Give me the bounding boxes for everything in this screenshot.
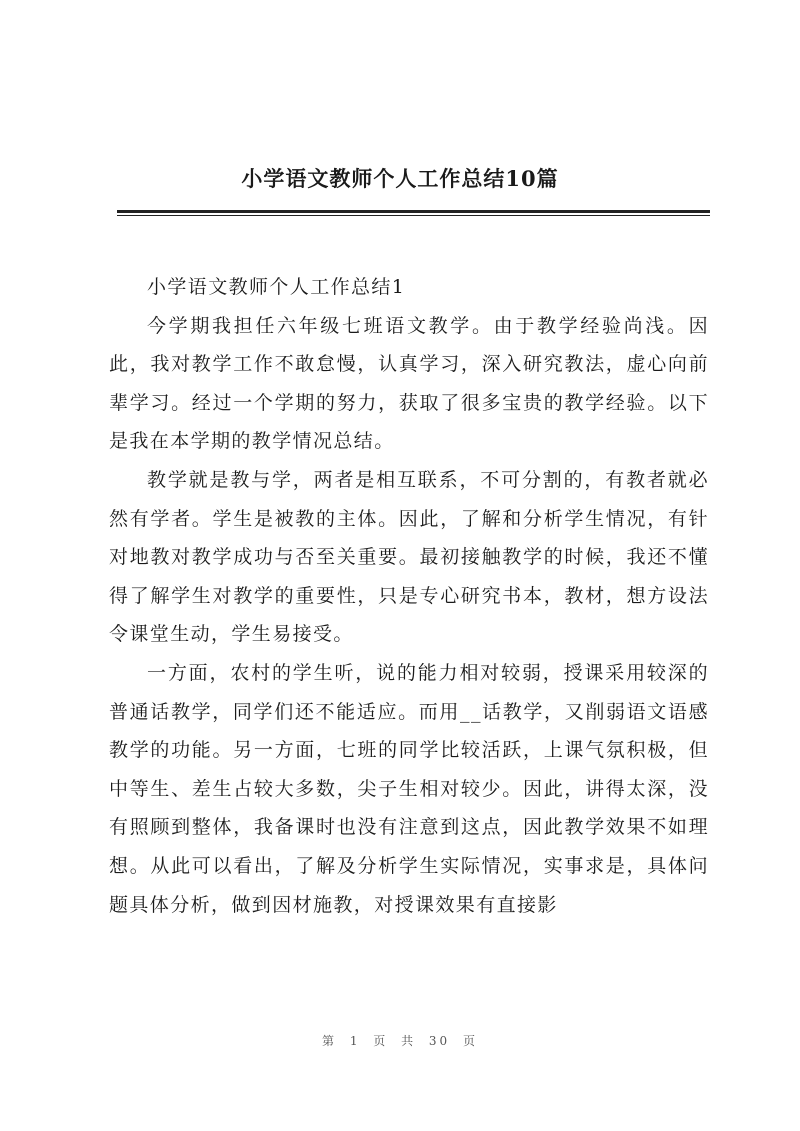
document-body	[109, 268, 709, 924]
document-title: 小学语文教师个人工作总结10篇	[241, 166, 559, 191]
title-divider-thick	[117, 210, 710, 213]
paragraph: 一方面，农村的学生听，说的能力相对较弱，授课采用较深的普通话教学，同学们还不能适应。而用__话教学，又削弱语文语感教学的功能。另一方面，七班的同学比较活跃，上课气氛积极，但中等生、差生占较大多数，尖子生相对较少。因此，讲得太深，没有照顾到整体，我备课时也没有注意到这点，因此教学效果不如理想。从此可以看出，了解及分析学生实际情况，实事求是，具体问题具体分析，做到因材施教，对授课效果有直接影	[109, 661, 709, 916]
paragraph: 教学就是教与学，两者是相互联系，不可分割的，有教者就必然有学者。学生是被教的主体。因此，了解和分析学生情况，有针对地教对教学成功与否至关重要。最初接触教学的时候，我还不懂得了解学生对教学的重要性，只是专心研究书本，教材，想方设法令课堂生动，学生易接受。	[109, 468, 709, 646]
title-divider-thin	[117, 215, 710, 216]
page-number: 第 1 页 共 30 页	[322, 1034, 478, 1048]
section-heading: 小学语文教师个人工作总结1	[147, 276, 406, 298]
paragraph: 今学期我担任六年级七班语文教学。由于教学经验尚浅。因此，我对教学工作不敢怠慢，认真学习，深入研究教法，虚心向前辈学习。经过一个学期的努力，获取了很多宝贵的教学经验。以下是我在本学期的教学情况总结。	[109, 314, 709, 453]
